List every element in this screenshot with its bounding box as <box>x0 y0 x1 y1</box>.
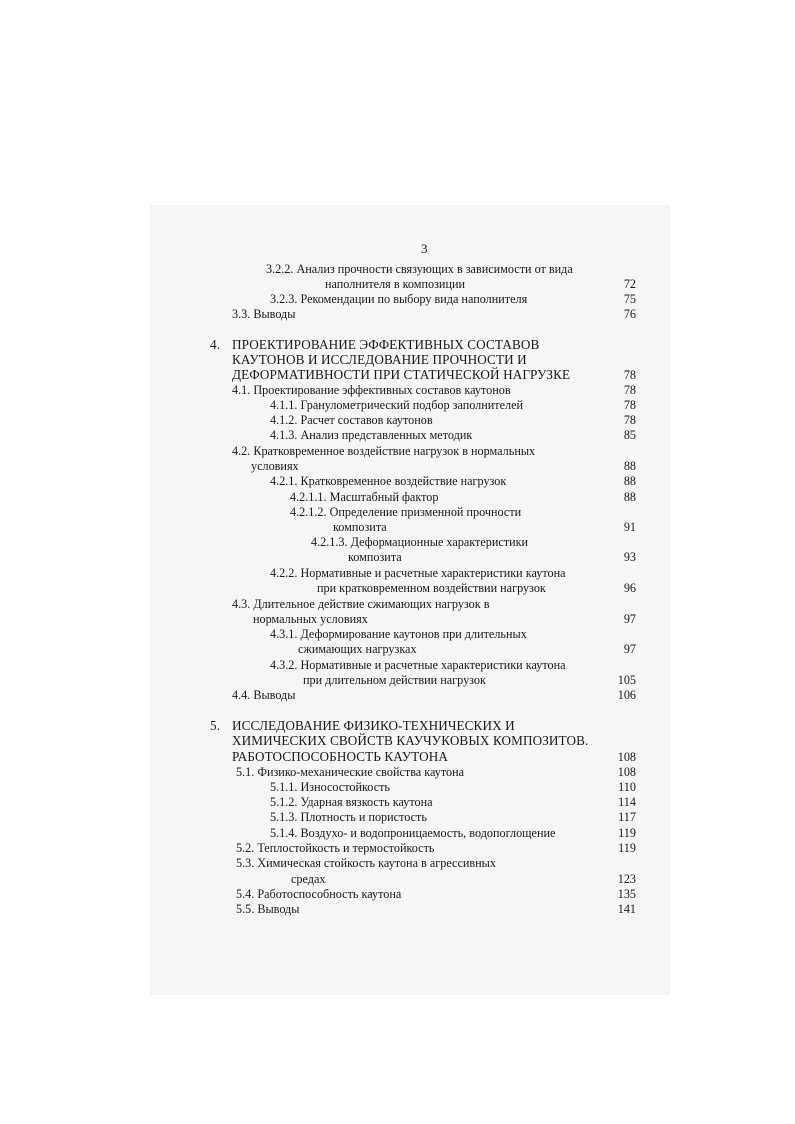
chapter-number: 4. <box>210 337 221 352</box>
toc-entry: 5.1.1. Износостойкость <box>270 780 390 794</box>
toc-page: 85 <box>623 428 636 442</box>
toc-entry: средах <box>291 872 326 886</box>
toc-entry: 4.3. Длительное действие сжимающих нагрузок в <box>232 597 490 611</box>
toc-entry: 4.2.1.1. Масштабный фактор <box>290 490 439 504</box>
toc-page: 119 <box>618 826 636 840</box>
toc-page: 97 <box>623 642 636 656</box>
toc-page: 114 <box>618 795 636 809</box>
chapter-title: ИССЛЕДОВАНИЕ ФИЗИКО-ТЕХНИЧЕСКИХ И <box>232 718 515 733</box>
toc-entry: 5.2. Теплостойкость и термостойкость <box>236 841 435 855</box>
toc-page: 88 <box>623 490 636 504</box>
toc-page: 78 <box>623 398 636 412</box>
toc-page: 108 <box>617 765 636 779</box>
toc-page: 78 <box>623 383 636 397</box>
toc-entry: 4.2.2. Нормативные и расчетные характеристики каутона <box>270 566 566 580</box>
page-number: 3 <box>421 241 428 256</box>
toc-entry: 4.2.1. Кратковременное воздействие нагрузок <box>270 474 507 488</box>
toc-entry: 4.2.1.2. Определение призменной прочности <box>290 505 522 519</box>
toc-page: 76 <box>623 307 636 321</box>
toc-entry: 5.1.3. Плотность и пористость <box>270 810 427 824</box>
toc-page: 123 <box>617 872 636 886</box>
toc-entry: при длительном действии нагрузок <box>303 673 486 687</box>
toc-page: 91 <box>623 520 636 534</box>
toc-entry: условиях <box>251 459 299 473</box>
toc-entry: при кратковременном воздействии нагрузок <box>317 581 546 595</box>
chapter-title: КАУТОНОВ И ИССЛЕДОВАНИЕ ПРОЧНОСТИ И <box>232 352 527 367</box>
toc-entry: нормальных условиях <box>253 612 368 626</box>
toc-page: 135 <box>617 887 636 901</box>
toc-page: 106 <box>617 688 636 702</box>
chapter-title: ПРОЕКТИРОВАНИЕ ЭФФЕКТИВНЫХ СОСТАВОВ <box>232 337 540 352</box>
toc-page: 88 <box>623 459 636 473</box>
chapter-title: ДЕФОРМАТИВНОСТИ ПРИ СТАТИЧЕСКОЙ НАГРУЗКЕ <box>232 367 571 382</box>
toc-page: 108 <box>617 750 636 764</box>
toc-page: 141 <box>617 902 636 916</box>
toc-page: 93 <box>623 550 636 564</box>
toc-entry: 5.3. Химическая стойкость каутона в агрессивных <box>236 856 496 870</box>
toc-page: 72 <box>623 277 636 291</box>
toc-page: 78 <box>623 413 636 427</box>
chapter-title: ХИМИЧЕСКИХ СВОЙСТВ КАУЧУКОВЫХ КОМПОЗИТОВ. <box>232 733 589 748</box>
toc-entry: 4.2.1.3. Деформационные характеристики <box>311 535 529 549</box>
toc-entry: 5.1. Физико-механические свойства каутона <box>236 765 465 779</box>
toc-entry: 4.4. Выводы <box>232 688 296 702</box>
toc-entry: 5.4. Работоспособность каутона <box>236 887 402 901</box>
toc-page: 119 <box>618 841 636 855</box>
toc-entry: композита <box>333 520 387 534</box>
toc-entry: 4.1.3. Анализ представленных методик <box>270 428 473 442</box>
toc-page: 75 <box>623 292 636 306</box>
toc-entry: 4.2. Кратковременное воздействие нагрузок в нормальных <box>232 444 536 458</box>
toc-entry: 3.2.2. Анализ прочности связующих в зависимости от вида <box>266 262 573 276</box>
toc-page: 105 <box>617 673 636 687</box>
toc-page: 117 <box>618 810 636 824</box>
toc-entry: 3.2.3. Рекомендации по выбору вида наполнителя <box>270 292 528 306</box>
toc-entry: 5.1.4. Воздухо- и водопроницаемость, водопоглощение <box>270 826 556 840</box>
toc-page: 78 <box>623 368 636 382</box>
toc-entry: 4.3.1. Деформирование каутонов при длительных <box>270 627 527 641</box>
toc-entry: наполнителя в композиции <box>325 277 466 291</box>
chapter-number: 5. <box>210 718 221 733</box>
toc-entry: 4.3.2. Нормативные и расчетные характеристики каутона <box>270 658 566 672</box>
toc-entry: 5.1.2. Ударная вязкость каутона <box>270 795 433 809</box>
toc-entry: 3.3. Выводы <box>232 307 296 321</box>
toc-entry: сжимающих нагрузках <box>298 642 417 656</box>
toc-page: 96 <box>623 581 636 595</box>
chapter-title: РАБОТОСПОСОБНОСТЬ КАУТОНА <box>232 749 449 764</box>
toc-entry: 5.5. Выводы <box>236 902 300 916</box>
toc-entry: композита <box>348 550 402 564</box>
toc-page: 97 <box>623 612 636 626</box>
toc-entry: 4.1.1. Гранулометрический подбор заполнителей <box>270 398 524 412</box>
toc-entry: 4.1. Проектирование эффективных составов каутонов <box>232 383 511 397</box>
toc-entry: 4.1.2. Расчет составов каутонов <box>270 413 433 427</box>
toc-page: 110 <box>618 780 636 794</box>
toc-page: 88 <box>623 474 636 488</box>
